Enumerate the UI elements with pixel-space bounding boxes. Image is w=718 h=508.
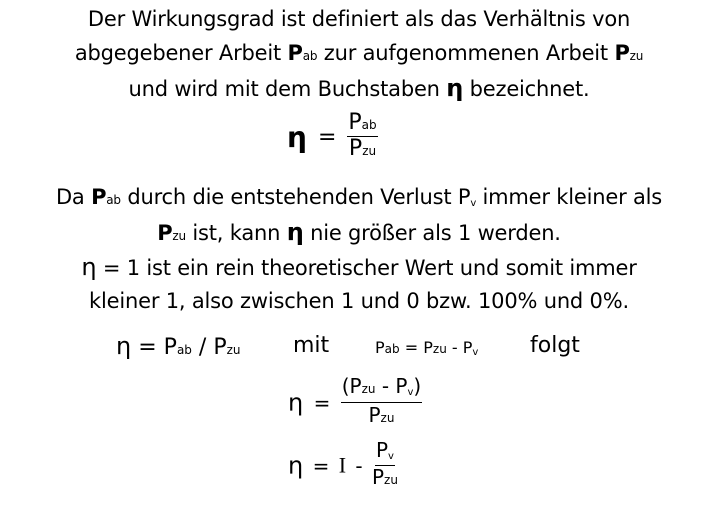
intro-text-3a: und wird mit dem Buchstaben — [128, 77, 447, 101]
symbol-P: P — [349, 374, 362, 398]
symbol-P: P — [348, 136, 363, 161]
equals-sign: = — [404, 338, 419, 357]
explain-text-2b: nie größer als 1 werden. — [303, 221, 561, 245]
subscript-v: v — [472, 347, 479, 358]
minus-sign: - — [451, 338, 458, 357]
subscript-zu: zu — [362, 144, 377, 158]
equals-sign: = — [312, 453, 330, 478]
folgt-label — [530, 332, 580, 360]
minus-sign: - — [381, 374, 390, 398]
denominator — [372, 466, 398, 491]
subscript-zu: zu — [226, 343, 241, 357]
explain-line-4 — [0, 288, 718, 314]
numerator — [375, 440, 395, 466]
eta-symbol: η — [446, 74, 464, 102]
subscript-ab: ab — [361, 118, 377, 132]
equals-sign: = — [313, 390, 331, 415]
equals-sign: = — [317, 125, 337, 150]
denominator — [368, 403, 394, 430]
fraction-pzu-minus-pv-over-pzu — [341, 375, 423, 430]
subscript-zu: zu — [629, 49, 644, 63]
subscript-v: v — [470, 198, 477, 209]
symbol-P: P — [371, 465, 385, 489]
eta-symbol: η — [286, 218, 304, 246]
explain-text-3a: = 1 ist ein rein theoretischer Wert und somit immer — [96, 256, 637, 280]
symbol-P: P — [163, 335, 177, 360]
fraction-pv-over-pzu — [372, 440, 398, 491]
formula-eta-definition — [287, 112, 378, 163]
intro-text-2b: zur aufgenommenen Arbeit — [317, 41, 615, 65]
subscript-zu: zu — [380, 411, 395, 425]
intro-text-2a: abgegebener Arbeit — [74, 41, 288, 65]
folgt-text: folgt — [530, 333, 580, 358]
eta-symbol: η — [288, 451, 304, 480]
symbol-P: P — [91, 185, 107, 209]
subscript-ab: ab — [176, 343, 192, 357]
minus-sign: - — [355, 453, 363, 478]
symbol-P: P — [213, 335, 227, 360]
explain-line-2 — [0, 219, 718, 249]
symbol-P: P — [368, 403, 381, 427]
denominator — [349, 137, 376, 163]
eta-symbol: η — [81, 253, 97, 281]
eta-symbol: η — [287, 121, 307, 154]
subscript-ab: ab — [302, 49, 318, 63]
subscript-zu: zu — [361, 382, 376, 396]
subscript-ab: ab — [106, 193, 121, 207]
subscript-zu: zu — [384, 473, 398, 487]
symbol-P: P — [348, 110, 362, 135]
subscript-zu: zu — [172, 229, 186, 243]
explain-text-4: kleiner 1, also zwischen 1 und 0 bzw. 100% und 0%. — [89, 289, 629, 313]
paren-close: ) — [413, 374, 422, 398]
explain-text-1c: immer kleiner als — [476, 185, 663, 209]
formula-pab-definition — [375, 335, 478, 364]
equals-sign: = — [138, 335, 157, 360]
explain-line-1 — [0, 184, 718, 215]
intro-text-1: Der Wirkungsgrad ist definiert als das Verhältnis von — [87, 7, 631, 31]
derivation-line — [116, 332, 241, 364]
intro-text-3b: bezeichnet. — [463, 77, 590, 101]
formula-eta-one-minus — [288, 440, 398, 491]
symbol-P: P — [287, 41, 303, 65]
symbol-P: P — [462, 338, 473, 357]
subscript-zu: zu — [432, 342, 447, 356]
intro-line-2 — [0, 40, 718, 69]
mit-text: mit — [293, 333, 330, 358]
subscript-ab: ab — [384, 342, 400, 356]
numerator — [341, 375, 423, 403]
mit-label — [293, 332, 329, 360]
symbol-P: P — [157, 221, 173, 245]
fraction-pab-over-pzu — [347, 112, 377, 163]
explain-line-3 — [0, 254, 718, 281]
symbol-P: P — [375, 338, 385, 357]
explain-text-1b: durch die entstehenden Verlust P — [120, 185, 471, 209]
intro-line-1 — [0, 6, 718, 32]
eta-symbol: η — [116, 332, 132, 360]
subscript-v: v — [388, 451, 394, 462]
symbol-P: P — [395, 374, 408, 398]
one-digit: I — [338, 452, 347, 478]
formula-eta-loss-fraction — [288, 375, 422, 430]
symbol-P: P — [375, 438, 389, 462]
symbol-P: P — [423, 338, 433, 357]
symbol-P: P — [614, 41, 630, 65]
eta-symbol: η — [288, 388, 304, 417]
explain-text-2a: ist, kann — [185, 221, 287, 245]
intro-line-3 — [0, 75, 718, 102]
subscript-v: v — [407, 387, 414, 398]
slash: / — [198, 335, 207, 360]
paren-open: ( — [341, 374, 350, 398]
explain-text-1a: Da — [55, 185, 92, 209]
numerator — [347, 112, 377, 137]
